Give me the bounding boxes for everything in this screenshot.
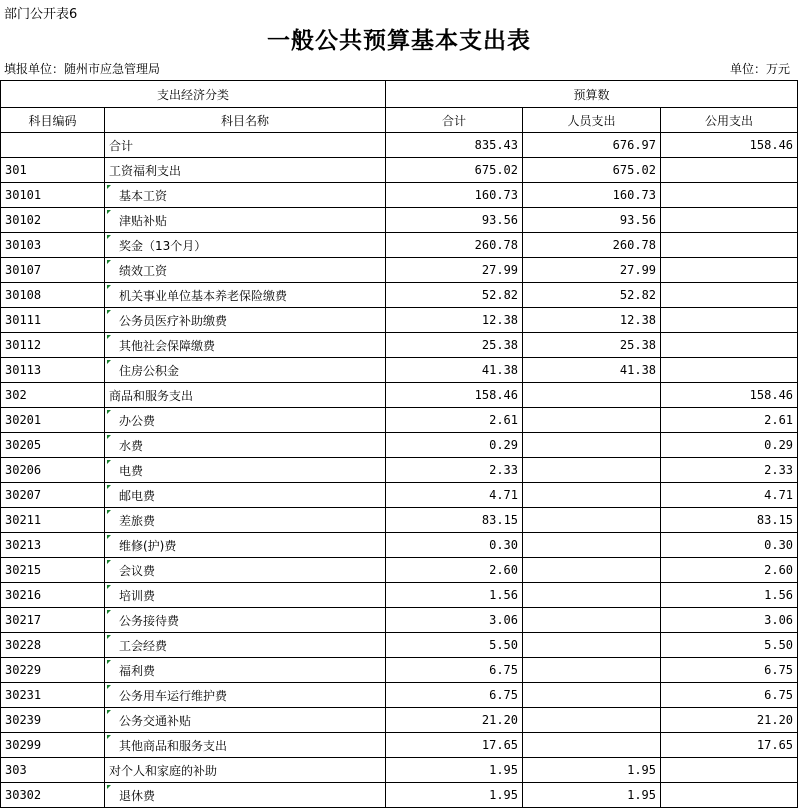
table-row	[1, 733, 798, 758]
cell-subject-code: 30299	[1, 733, 105, 758]
cell-public	[661, 233, 798, 258]
cell-public: 2.61	[661, 408, 798, 433]
cell-personnel: 160.73	[523, 183, 661, 208]
cell-subject-code: 30216	[1, 583, 105, 608]
cell-subject-name: 福利费	[105, 658, 386, 683]
cell-total: 83.15	[386, 508, 523, 533]
cell-subject-name: 基本工资	[105, 183, 386, 208]
table-row	[1, 483, 798, 508]
cell-subject-name: 机关事业单位基本养老保险缴费	[105, 283, 386, 308]
cell-public	[661, 333, 798, 358]
cell-public: 2.33	[661, 458, 798, 483]
table-row	[1, 608, 798, 633]
table-row	[1, 308, 798, 333]
table-body	[1, 133, 798, 808]
cell-subject-code: 303	[1, 758, 105, 783]
cell-personnel	[523, 608, 661, 633]
cell-subject-code: 30302	[1, 783, 105, 808]
table-row	[1, 408, 798, 433]
cell-personnel	[523, 533, 661, 558]
cell-public: 3.06	[661, 608, 798, 633]
cell-subject-name: 差旅费	[105, 508, 386, 533]
cell-subject-code: 30213	[1, 533, 105, 558]
cell-total: 4.71	[386, 483, 523, 508]
cell-subject-code: 301	[1, 158, 105, 183]
cell-total: 6.75	[386, 658, 523, 683]
cell-public: 6.75	[661, 683, 798, 708]
header-economic-classification: 支出经济分类	[1, 81, 386, 108]
cell-public	[661, 308, 798, 333]
cell-public: 0.29	[661, 433, 798, 458]
cell-subject-name: 维修(护)费	[105, 533, 386, 558]
cell-subject-name: 住房公积金	[105, 358, 386, 383]
cell-subject-name: 办公费	[105, 408, 386, 433]
cell-personnel	[523, 458, 661, 483]
cell-public: 83.15	[661, 508, 798, 533]
cell-subject-name: 津贴补贴	[105, 208, 386, 233]
table-row	[1, 558, 798, 583]
table-row	[1, 783, 798, 808]
table-row	[1, 158, 798, 183]
cell-subject-code: 30229	[1, 658, 105, 683]
cell-total: 260.78	[386, 233, 523, 258]
cell-total: 1.95	[386, 758, 523, 783]
cell-total: 17.65	[386, 733, 523, 758]
cell-subject-code: 30215	[1, 558, 105, 583]
table-row	[1, 458, 798, 483]
table-row	[1, 683, 798, 708]
table-row	[1, 333, 798, 358]
cell-public	[661, 358, 798, 383]
cell-personnel	[523, 708, 661, 733]
table-row	[1, 233, 798, 258]
cell-public: 4.71	[661, 483, 798, 508]
cell-total: 12.38	[386, 308, 523, 333]
table-row	[1, 533, 798, 558]
cell-public: 158.46	[661, 133, 798, 158]
table-row	[1, 208, 798, 233]
cell-personnel	[523, 633, 661, 658]
cell-subject-name: 工会经费	[105, 633, 386, 658]
header-row-columns	[1, 108, 798, 133]
table-row	[1, 183, 798, 208]
cell-public: 6.75	[661, 658, 798, 683]
cell-personnel	[523, 508, 661, 533]
cell-subject-name: 电费	[105, 458, 386, 483]
cell-personnel: 1.95	[523, 783, 661, 808]
table-row	[1, 258, 798, 283]
cell-subject-code: 30111	[1, 308, 105, 333]
cell-total: 160.73	[386, 183, 523, 208]
table-row	[1, 658, 798, 683]
cell-total: 27.99	[386, 258, 523, 283]
cell-personnel	[523, 683, 661, 708]
table-row	[1, 583, 798, 608]
cell-public: 1.56	[661, 583, 798, 608]
cell-subject-name: 公务交通补贴	[105, 708, 386, 733]
cell-subject-code: 30108	[1, 283, 105, 308]
table-row	[1, 433, 798, 458]
cell-personnel: 52.82	[523, 283, 661, 308]
cell-subject-code: 30101	[1, 183, 105, 208]
page-title: 一般公共预算基本支出表	[267, 27, 531, 54]
cell-total: 1.95	[386, 783, 523, 808]
cell-public	[661, 183, 798, 208]
header-public: 公用支出	[661, 108, 798, 133]
cell-personnel	[523, 433, 661, 458]
reporting-unit: 填报单位：随州市应急管理局	[4, 62, 161, 76]
budget-table	[0, 80, 798, 808]
cell-subject-name: 其他社会保障缴费	[105, 333, 386, 358]
cell-personnel	[523, 383, 661, 408]
cell-total: 52.82	[386, 283, 523, 308]
cell-personnel	[523, 558, 661, 583]
cell-subject-code: 30231	[1, 683, 105, 708]
cell-subject-code	[1, 133, 105, 158]
cell-personnel: 25.38	[523, 333, 661, 358]
cell-subject-code: 30217	[1, 608, 105, 633]
cell-subject-code: 30228	[1, 633, 105, 658]
cell-total: 21.20	[386, 708, 523, 733]
cell-subject-code: 30206	[1, 458, 105, 483]
cell-public: 0.30	[661, 533, 798, 558]
cell-subject-code: 30107	[1, 258, 105, 283]
cell-subject-name: 合计	[105, 133, 386, 158]
cell-subject-name: 邮电费	[105, 483, 386, 508]
cell-personnel: 260.78	[523, 233, 661, 258]
cell-total: 0.29	[386, 433, 523, 458]
cell-subject-name: 水费	[105, 433, 386, 458]
sheet-label: 部门公开表6	[4, 7, 78, 22]
cell-subject-code: 30239	[1, 708, 105, 733]
cell-total: 93.56	[386, 208, 523, 233]
cell-subject-name: 绩效工资	[105, 258, 386, 283]
table-row	[1, 133, 798, 158]
cell-public: 21.20	[661, 708, 798, 733]
cell-personnel: 93.56	[523, 208, 661, 233]
cell-subject-code: 30102	[1, 208, 105, 233]
cell-subject-code: 30103	[1, 233, 105, 258]
cell-total: 2.60	[386, 558, 523, 583]
cell-public	[661, 758, 798, 783]
cell-personnel: 675.02	[523, 158, 661, 183]
cell-total: 158.46	[386, 383, 523, 408]
cell-subject-code: 30207	[1, 483, 105, 508]
header-personnel: 人员支出	[523, 108, 661, 133]
cell-subject-name: 培训费	[105, 583, 386, 608]
cell-personnel	[523, 583, 661, 608]
cell-subject-code: 302	[1, 383, 105, 408]
cell-subject-code: 30112	[1, 333, 105, 358]
cell-subject-name: 退休费	[105, 783, 386, 808]
table-row	[1, 383, 798, 408]
cell-total: 2.33	[386, 458, 523, 483]
cell-personnel	[523, 658, 661, 683]
cell-personnel	[523, 733, 661, 758]
cell-public	[661, 158, 798, 183]
cell-total: 675.02	[386, 158, 523, 183]
cell-public	[661, 208, 798, 233]
cell-subject-name: 商品和服务支出	[105, 383, 386, 408]
cell-personnel: 12.38	[523, 308, 661, 333]
cell-public	[661, 283, 798, 308]
cell-total: 25.38	[386, 333, 523, 358]
table-row	[1, 283, 798, 308]
cell-subject-name: 奖金（13个月）	[105, 233, 386, 258]
table-row	[1, 508, 798, 533]
cell-public	[661, 783, 798, 808]
header-subject-code: 科目编码	[1, 108, 105, 133]
cell-public: 17.65	[661, 733, 798, 758]
cell-total: 41.38	[386, 358, 523, 383]
cell-total: 6.75	[386, 683, 523, 708]
cell-total: 1.56	[386, 583, 523, 608]
cell-subject-name: 公务接待费	[105, 608, 386, 633]
header-total: 合计	[386, 108, 523, 133]
cell-subject-name: 公务用车运行维护费	[105, 683, 386, 708]
cell-subject-name: 公务员医疗补助缴费	[105, 308, 386, 333]
cell-subject-code: 30205	[1, 433, 105, 458]
cell-public: 158.46	[661, 383, 798, 408]
table-row	[1, 358, 798, 383]
cell-personnel	[523, 408, 661, 433]
cell-subject-code: 30113	[1, 358, 105, 383]
header-budget-amount: 预算数	[386, 81, 798, 108]
cell-personnel: 1.95	[523, 758, 661, 783]
cell-subject-name: 工资福利支出	[105, 158, 386, 183]
cell-subject-code: 30211	[1, 508, 105, 533]
cell-public: 5.50	[661, 633, 798, 658]
cell-subject-name: 会议费	[105, 558, 386, 583]
cell-subject-name: 对个人和家庭的补助	[105, 758, 386, 783]
table-row	[1, 708, 798, 733]
cell-total: 5.50	[386, 633, 523, 658]
cell-total: 835.43	[386, 133, 523, 158]
cell-subject-code: 30201	[1, 408, 105, 433]
table-row	[1, 633, 798, 658]
cell-public	[661, 258, 798, 283]
cell-personnel: 676.97	[523, 133, 661, 158]
cell-total: 0.30	[386, 533, 523, 558]
cell-public: 2.60	[661, 558, 798, 583]
cell-total: 2.61	[386, 408, 523, 433]
cell-personnel	[523, 483, 661, 508]
table-row	[1, 758, 798, 783]
header-row-groups	[1, 81, 798, 108]
cell-subject-name: 其他商品和服务支出	[105, 733, 386, 758]
cell-personnel: 27.99	[523, 258, 661, 283]
header-subject-name: 科目名称	[105, 108, 386, 133]
currency-unit: 单位：万元	[729, 62, 790, 76]
cell-total: 3.06	[386, 608, 523, 633]
cell-personnel: 41.38	[523, 358, 661, 383]
